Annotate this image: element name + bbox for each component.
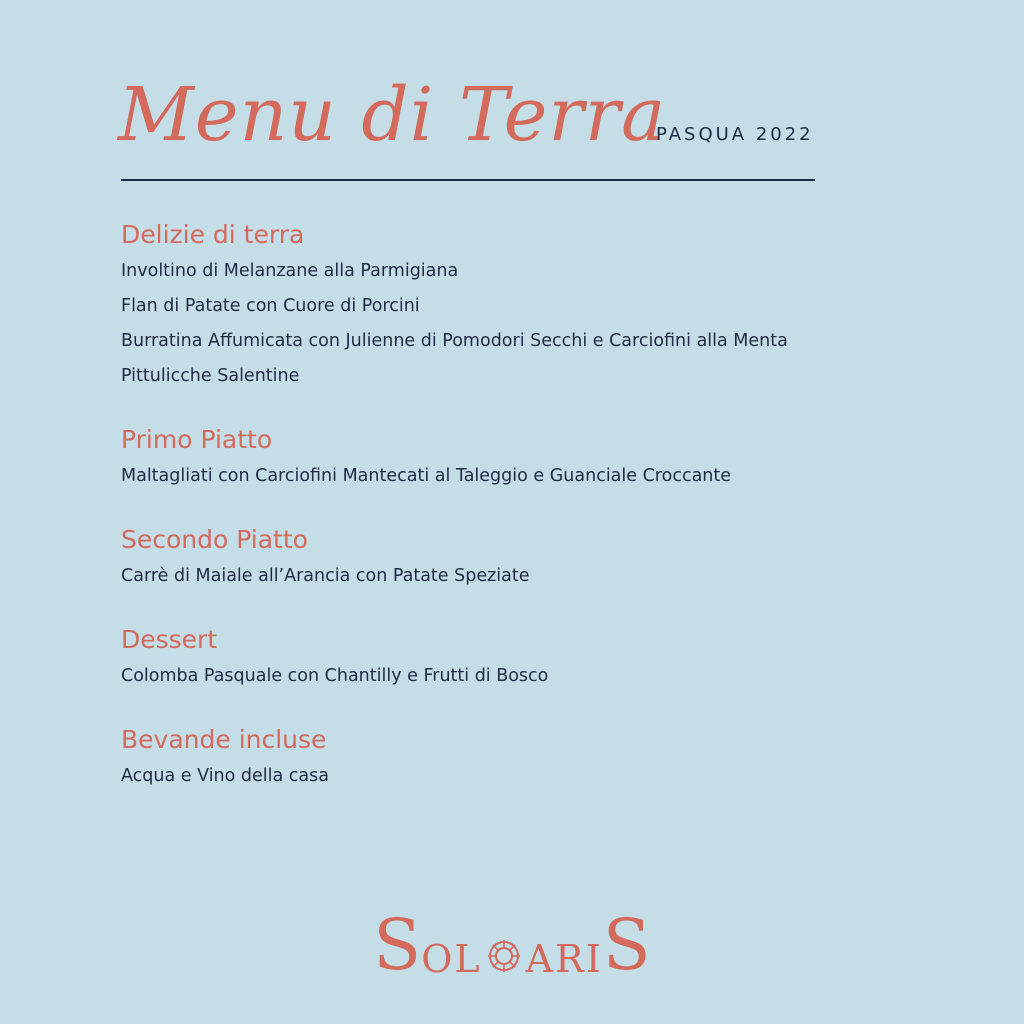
menu-item: Burratina Affumicata con Julienne di Pomodori Secchi e Carciofini alla Menta <box>121 331 788 351</box>
section-secondo <box>121 521 901 594</box>
section-primo <box>121 421 901 494</box>
menu-item: Involtino di Melanzane alla Parmigiana <box>121 261 459 281</box>
header-divider <box>121 179 815 181</box>
menu-item: Flan di Patate con Cuore di Porcini <box>121 296 420 316</box>
section-title: Primo Piatto <box>121 425 273 454</box>
section-delizie <box>121 216 901 394</box>
logo-letters-left: OL <box>421 937 482 981</box>
menu-item: Maltagliati con Carciofini Mantecati al Taleggio e Guanciale Croccante <box>121 466 732 486</box>
menu-item: Carrè di Maiale all’Arancia con Patate Speziate <box>121 566 530 586</box>
logo-letter-first: S <box>373 904 422 986</box>
logo-letters-right: ARI <box>525 937 603 981</box>
menu-subtitle: PASQUA 2022 <box>656 124 814 145</box>
menu-item: Pittulicche Salentine <box>121 366 300 386</box>
logo-letter-last: S <box>602 904 651 986</box>
section-title: Dessert <box>121 625 218 654</box>
section-dessert <box>121 621 901 694</box>
sun-icon <box>484 936 524 976</box>
menu-sections <box>121 216 901 821</box>
menu-header <box>118 70 818 160</box>
section-title: Bevande incluse <box>121 725 327 754</box>
section-title: Delizie di terra <box>121 220 305 249</box>
section-bevande <box>121 721 901 794</box>
menu-item: Colomba Pasquale con Chantilly e Frutti di Bosco <box>121 666 549 686</box>
section-title: Secondo Piatto <box>121 525 308 554</box>
logo-wordmark <box>373 904 651 986</box>
solaris-logo <box>0 900 1024 986</box>
menu-title: Menu di Terra <box>118 72 667 158</box>
menu-item: Acqua e Vino della casa <box>121 766 329 786</box>
